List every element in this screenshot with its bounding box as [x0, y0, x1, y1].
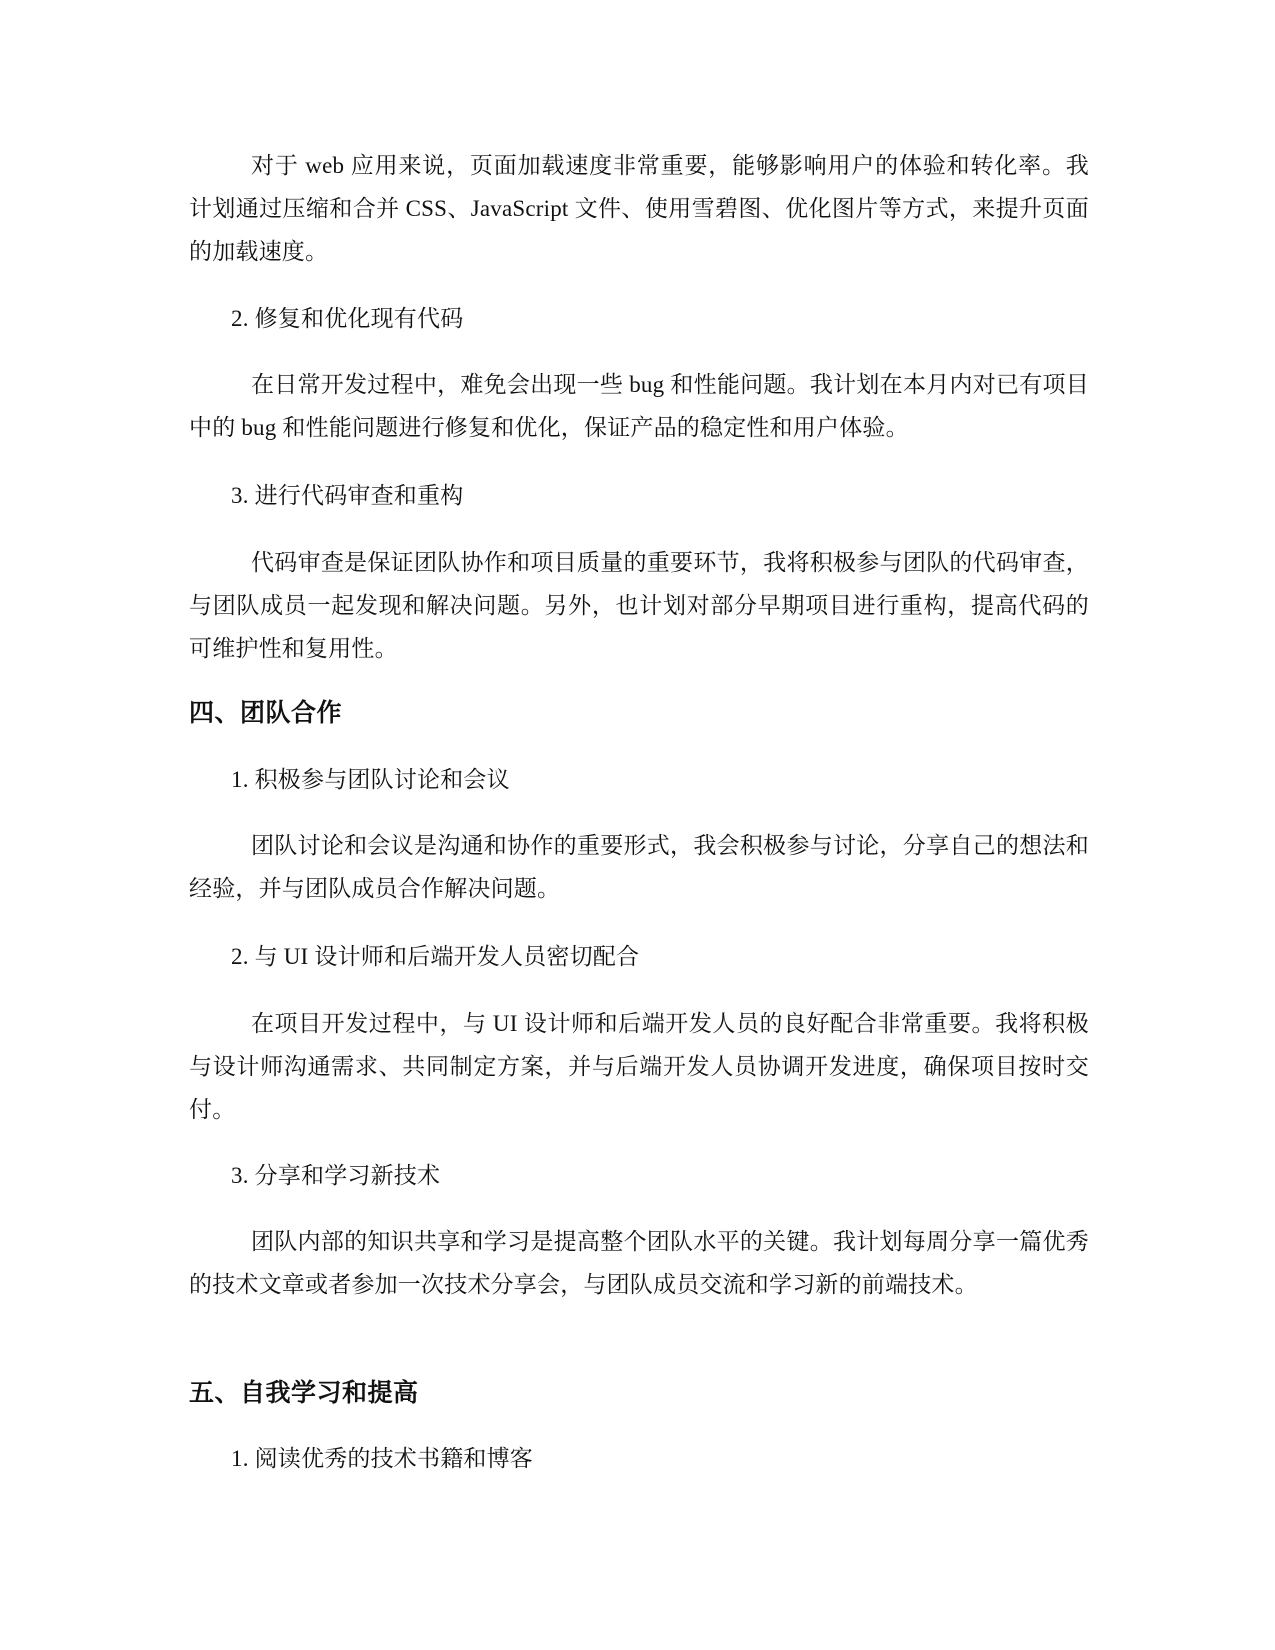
section-heading-self-learning: 五、自我学习和提高 [189, 1378, 419, 1407]
list-item-meetings: 1. 积极参与团队讨论和会议 [231, 767, 510, 792]
list-item-share-learn: 3. 分享和学习新技术 [231, 1163, 441, 1188]
paragraph-code-review: 代码审查是保证团队协作和项目质量的重要环节，我将积极参与团队的代码审查，与团队成员一起发现和解决问题。另外，也计划对部分早期项目进行重构，提高代码的可维护性和复用性。 [189, 550, 1089, 661]
list-item-fix-optimize-code: 2. 修复和优化现有代码 [231, 306, 464, 331]
paragraph-share-learn: 团队内部的知识共享和学习是提高整个团队水平的关键。我计划每周分享一篇优秀的技术文章或者参加一次技术分享会，与团队成员交流和学习新的前端技术。 [189, 1229, 1089, 1297]
list-item-reading: 1. 阅读优秀的技术书籍和博客 [231, 1446, 533, 1471]
paragraph-fix-optimize-code: 在日常开发过程中，难免会出现一些 bug 和性能问题。我计划在本月内对已有项目中的 bug 和性能问题进行修复和优化，保证产品的稳定性和用户体验。 [189, 372, 1089, 440]
paragraph-ui-backend: 在项目开发过程中，与 UI 设计师和后端开发人员的良好配合非常重要。我将积极与设计师沟通需求、共同制定方案，并与后端开发人员协调开发进度，确保项目按时交付。 [189, 1011, 1089, 1122]
list-item-ui-backend: 2. 与 UI 设计师和后端开发人员密切配合 [231, 944, 640, 969]
paragraph-page-load-speed: 对于 web 应用来说，页面加载速度非常重要，能够影响用户的体验和转化率。我计划通过压缩和合并 CSS、JavaScript 文件、使用雪碧图、优化图片等方式，来提升页面的加载速度。 [189, 153, 1089, 264]
list-item-code-review: 3. 进行代码审查和重构 [231, 483, 464, 508]
section-heading-teamwork: 四、团队合作 [189, 698, 343, 727]
paragraph-meetings: 团队讨论和会议是沟通和协作的重要形式，我会积极参与讨论，分享自己的想法和经验，并与团队成员合作解决问题。 [189, 833, 1089, 901]
